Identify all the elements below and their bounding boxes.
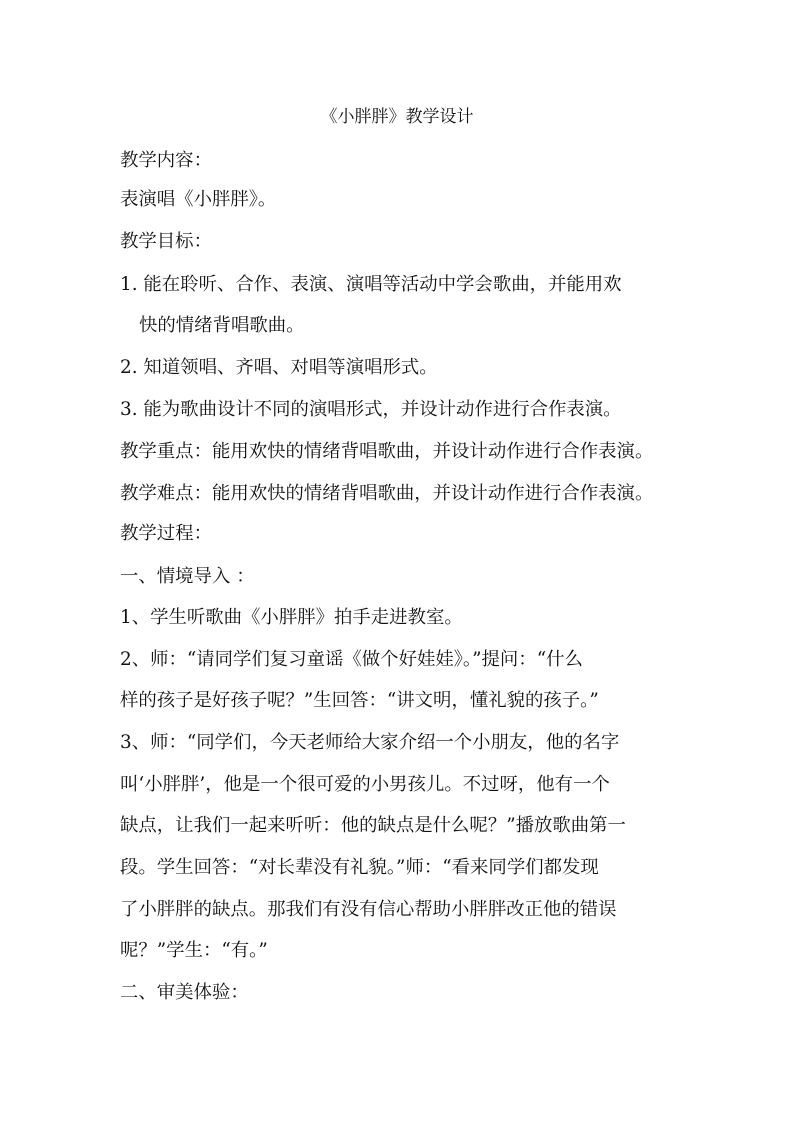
goal-1-line-1: 1. 能在聆听、合作、表演、演唱等活动中学会歌曲，并能用欢 — [120, 274, 622, 295]
goal-3: 3. 能为歌曲设计不同的演唱形式，并设计动作进行合作表演。 — [120, 399, 622, 420]
process-step-1: 1、学生听歌曲《小胖胖》拍手走进教室。 — [120, 607, 463, 628]
teaching-process-heading: 教学过程： — [120, 523, 212, 544]
goal-1-line-2: 快的情绪背唱歌曲。 — [139, 315, 305, 336]
process-step-3-line-4: 段。学生回答：“对长辈没有礼貌。”师：“看来同学们都发现 — [120, 857, 599, 878]
process-step-3-line-5: 了小胖胖的缺点。那我们有没有信心帮助小胖胖改正他的错误 — [120, 899, 617, 920]
process-step-3-line-3: 缺点，让我们一起来听听：他的缺点是什么呢？”播放歌曲第一 — [120, 815, 626, 836]
section-1-heading: 一、情境导入 ： — [120, 566, 255, 587]
section-2-heading: 二、审美体验： — [120, 982, 249, 1003]
process-step-2-line-2: 样的孩子是好孩子呢？”生回答：“讲文明，懂礼貌的孩子。” — [120, 690, 599, 711]
teaching-content-heading: 教学内容： — [120, 150, 212, 171]
teaching-focus: 教学重点：能用欢快的情绪背唱歌曲，并设计动作进行合作表演。 — [120, 441, 654, 462]
process-step-3-line-2: 叫‘小胖胖’，他是一个很可爱的小男孩儿。不过呀，他有一个 — [120, 774, 610, 795]
process-step-3-line-1: 3、师：“同学们，今天老师给大家介绍一个小朋友，他的名字 — [120, 732, 620, 753]
document-title: 《小胖胖》教学设计 — [320, 107, 474, 127]
process-step-3-line-6: 呢？”学生：“有。” — [120, 940, 268, 961]
teaching-difficulty: 教学难点：能用欢快的情绪背唱歌曲，并设计动作进行合作表演。 — [120, 483, 654, 504]
teaching-content-text: 表演唱《小胖胖》。 — [120, 189, 277, 210]
teaching-goals-heading: 教学目标： — [120, 231, 212, 252]
goal-2: 2. 知道领唱、齐唱、对唱等演唱形式。 — [120, 357, 438, 378]
process-step-2-line-1: 2、师：“请同学们复习童谣《做个好娃娃》。”提问：“什么 — [120, 649, 583, 670]
